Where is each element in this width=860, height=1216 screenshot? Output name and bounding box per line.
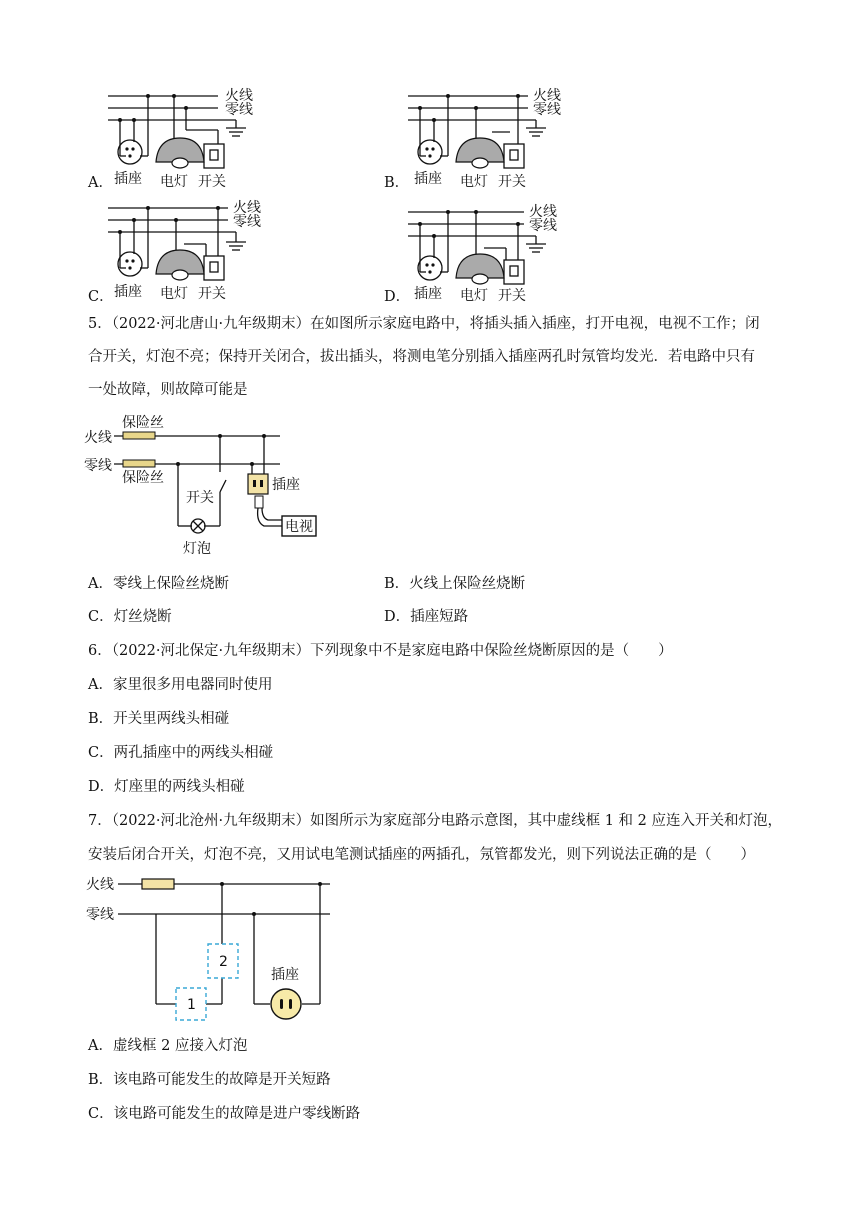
question-5-circuit-diagram	[80, 410, 340, 560]
neutral-wire-label: 零线	[225, 102, 253, 118]
option-d-letter: D．	[384, 289, 411, 305]
question-5-stem	[88, 308, 760, 407]
lamp-label: 电灯	[160, 174, 188, 190]
socket-label: 插座	[114, 284, 142, 300]
socket-label: 插座	[414, 286, 442, 302]
question-5-line-2: 合开关，灯泡不亮；保持开关闭合，拔出插头，将测电笔分别插入插座两孔时氖管均发光．若电路中只有	[88, 349, 755, 365]
question-7-line-2: 安装后闭合开关，灯泡不亮，又用试电笔测试插座的两插孔，氖管都发光，则下列说法正确的是（ ）	[88, 847, 755, 863]
dashed-box-2-label: 2	[219, 954, 228, 970]
neutral-wire-label: 零线	[84, 458, 112, 474]
switch-label: 开关	[198, 174, 226, 190]
fuse-label-hot: 保险丝	[122, 415, 164, 431]
question-6-option-c: C．两孔插座中的两线头相碰	[88, 745, 274, 761]
question-7-option-b: B．该电路可能发生的故障是开关短路	[88, 1072, 331, 1088]
neutral-wire-label: 零线	[86, 907, 114, 923]
lamp-label: 电灯	[460, 288, 488, 304]
switch-label: 开关	[498, 288, 526, 304]
question-5-line-1: 5．（2022·河北唐山·九年级期末）在如图所示家庭电路中，将插头插入插座，打开电视，电视不工作；闭	[88, 316, 760, 332]
option-d-circuit-diagram	[400, 196, 580, 308]
switch-label: 开关	[186, 490, 214, 506]
question-7-line-1: 7．（2022·河北沧州·九年级期末）如图所示为家庭部分电路示意图，其中虚线框 1 和 2 应连入开关和灯泡，	[88, 813, 782, 829]
socket-label: 插座	[271, 967, 299, 983]
question-7-circuit-diagram	[80, 868, 350, 1028]
question-6-option-d: D．灯座里的两线头相碰	[88, 779, 245, 795]
question-7-option-c: C．该电路可能发生的故障是进户零线断路	[88, 1106, 361, 1122]
neutral-wire-label: 零线	[233, 214, 261, 230]
question-6-stem: 6．（2022·河北保定·九年级期末）下列现象中不是家庭电路中保险丝烧断原因的是（ ）	[88, 643, 673, 659]
option-b-letter: B．	[384, 175, 410, 191]
option-a-letter: A．	[88, 175, 113, 191]
dashed-box-1-label: 1	[187, 997, 196, 1013]
fuse-label-neutral: 保险丝	[122, 470, 164, 486]
socket-label: 插座	[114, 171, 142, 187]
option-c-circuit-diagram	[100, 194, 280, 306]
question-6-option-a: A．家里很多用电器同时使用	[88, 677, 273, 693]
switch-label: 开关	[498, 174, 526, 190]
lamp-label: 电灯	[460, 174, 488, 190]
question-7-option-a: A．虚线框 2 应接入灯泡	[88, 1038, 248, 1054]
socket-label: 插座	[272, 477, 300, 493]
hot-wire-label: 火线	[233, 200, 261, 216]
option-c-letter: C．	[88, 289, 114, 305]
question-6-option-b: B．开关里两线头相碰	[88, 711, 230, 727]
question-5-option-d: D．插座短路	[384, 609, 469, 625]
switch-label: 开关	[198, 286, 226, 302]
option-b-circuit-diagram	[400, 80, 580, 192]
tv-label: 电视	[285, 519, 313, 535]
bulb-label: 灯泡	[183, 541, 211, 557]
question-5-line-3: 一处故障，则故障可能是	[88, 382, 248, 398]
question-5-option-c: C．灯丝烧断	[88, 609, 172, 625]
hot-wire-label: 火线	[529, 204, 557, 220]
hot-wire-label: 火线	[225, 88, 253, 104]
hot-wire-label: 火线	[533, 88, 561, 104]
hot-wire-label: 火线	[84, 430, 112, 446]
neutral-wire-label: 零线	[533, 102, 561, 118]
socket-label: 插座	[414, 171, 442, 187]
neutral-wire-label: 零线	[529, 218, 557, 234]
hot-wire-label: 火线	[86, 877, 114, 893]
lamp-label: 电灯	[160, 286, 188, 302]
option-a-circuit-diagram	[100, 80, 280, 192]
question-5-option-b: B．火线上保险丝烧断	[384, 576, 526, 592]
question-5-option-a: A．零线上保险丝烧断	[88, 576, 229, 592]
